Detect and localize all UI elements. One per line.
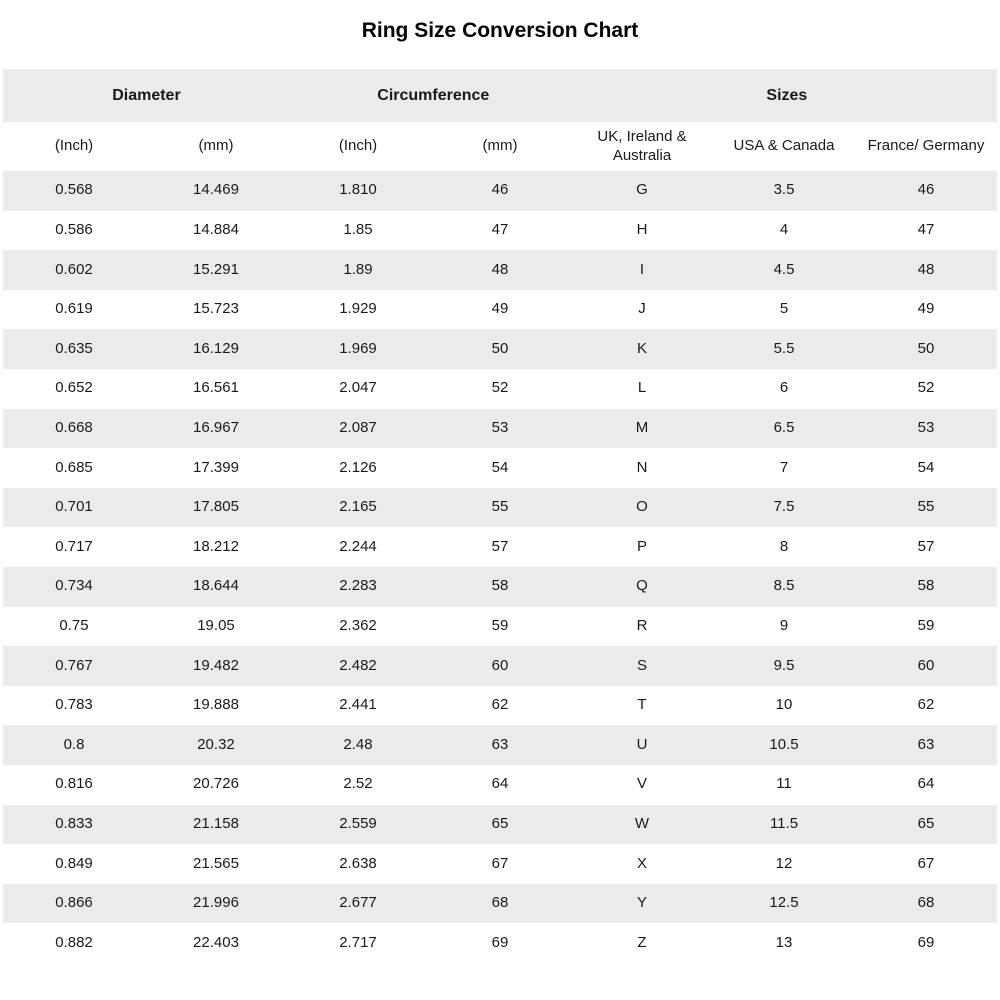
cell-diameter-inch: 0.866: [55, 894, 93, 912]
cell-size-uk-ireland-australia: K: [636, 339, 647, 357]
cell-size-uk-ireland-australia: M: [635, 418, 649, 436]
cell-size-uk-ireland-australia: R: [636, 616, 648, 634]
cell-circumference-mm: 67: [491, 854, 509, 872]
cell-diameter-mm: 18.644: [193, 577, 239, 595]
cell-size-uk-ireland-australia: X: [636, 854, 647, 872]
cell-diameter-inch: 0.635: [55, 339, 93, 357]
group-header-diameter: Diameter: [112, 86, 181, 104]
cell-circumference-mm: 54: [491, 458, 509, 476]
cell-size-france-germany: 63: [917, 735, 935, 753]
cell-size-usa-canada: 4: [779, 221, 789, 239]
cell-size-france-germany: 67: [917, 854, 935, 872]
cell-size-uk-ireland-australia: N: [636, 458, 648, 476]
cell-circumference-inch: 2.482: [339, 656, 377, 674]
cell-diameter-inch: 0.849: [55, 854, 93, 872]
table-row: [3, 686, 997, 726]
table-row: [3, 844, 997, 884]
cell-diameter-mm: 21.158: [193, 814, 239, 832]
cell-circumference-mm: 46: [491, 181, 509, 199]
cell-size-uk-ireland-australia: L: [637, 379, 647, 397]
cell-diameter-inch: 0.882: [55, 933, 93, 951]
cell-size-uk-ireland-australia: W: [634, 814, 650, 832]
cell-circumference-mm: 63: [491, 735, 509, 753]
column-header-size-france-germany: France/ Germany: [867, 137, 985, 155]
cell-circumference-inch: 2.087: [339, 418, 377, 436]
cell-size-france-germany: 68: [917, 894, 935, 912]
page-title: Ring Size Conversion Chart: [361, 19, 639, 42]
cell-diameter-mm: 21.996: [193, 894, 239, 912]
cell-size-france-germany: 58: [917, 577, 935, 595]
cell-diameter-inch: 0.685: [55, 458, 93, 476]
table-row: [3, 369, 997, 409]
cell-circumference-inch: 2.165: [339, 498, 377, 516]
cell-size-france-germany: 50: [917, 339, 935, 357]
cell-diameter-inch: 0.668: [55, 418, 93, 436]
table-row: [3, 250, 997, 290]
cell-diameter-inch: 0.783: [55, 696, 93, 714]
cell-size-usa-canada: 11: [776, 775, 792, 793]
table-row: [3, 725, 997, 765]
column-header-diameter-mm: (mm): [198, 137, 234, 155]
cell-size-france-germany: 52: [917, 379, 935, 397]
table-row: [3, 488, 997, 528]
cell-diameter-mm: 17.399: [193, 458, 239, 476]
table-row: [3, 211, 997, 251]
cell-circumference-inch: 2.047: [339, 379, 377, 397]
group-header-circumference: Circumference: [377, 86, 490, 104]
cell-diameter-inch: 0.767: [55, 656, 93, 674]
table-row: [3, 290, 997, 330]
cell-size-usa-canada: 3.5: [773, 181, 795, 199]
cell-diameter-inch: 0.734: [55, 577, 93, 595]
cell-circumference-inch: 2.48: [343, 735, 373, 753]
cell-diameter-mm: 15.723: [193, 300, 239, 318]
cell-size-usa-canada: 11.5: [769, 814, 799, 832]
column-header-diameter-inch: (Inch): [54, 137, 94, 155]
cell-diameter-inch: 0.833: [55, 814, 93, 832]
table-row: [3, 923, 997, 963]
column-header-size-usa-canada: USA & Canada: [733, 137, 835, 155]
cell-size-uk-ireland-australia: Q: [636, 577, 648, 595]
cell-diameter-inch: 0.602: [55, 260, 93, 278]
cell-circumference-inch: 2.283: [339, 577, 377, 595]
cell-size-uk-ireland-australia: H: [636, 221, 648, 239]
cell-circumference-mm: 69: [491, 933, 509, 951]
cell-circumference-mm: 62: [491, 696, 509, 714]
cell-diameter-mm: 20.32: [197, 735, 235, 753]
cell-circumference-mm: 47: [491, 221, 509, 239]
cell-circumference-mm: 64: [491, 775, 509, 793]
cell-circumference-inch: 2.677: [339, 894, 377, 912]
cell-diameter-mm: 20.726: [193, 775, 239, 793]
cell-size-france-germany: 49: [917, 300, 935, 318]
cell-size-france-germany: 69: [917, 933, 935, 951]
cell-size-france-germany: 65: [917, 814, 935, 832]
cell-size-usa-canada: 9: [779, 616, 789, 634]
cell-diameter-mm: 16.129: [193, 339, 239, 357]
cell-size-france-germany: 60: [917, 656, 935, 674]
table-column-header-row: [3, 122, 997, 171]
table-group-header-row: [3, 69, 997, 122]
table-row: [3, 171, 997, 211]
cell-diameter-inch: 0.75: [59, 616, 89, 634]
cell-diameter-mm: 14.884: [193, 221, 239, 239]
cell-size-uk-ireland-australia: J: [638, 300, 646, 318]
cell-size-france-germany: 46: [917, 181, 935, 199]
table-row: [3, 409, 997, 449]
cell-size-france-germany: 48: [917, 260, 935, 278]
cell-size-usa-canada: 9.5: [773, 656, 795, 674]
cell-circumference-mm: 53: [491, 418, 509, 436]
cell-size-usa-canada: 6: [779, 379, 789, 397]
cell-size-france-germany: 47: [917, 221, 935, 239]
cell-diameter-inch: 0.568: [55, 181, 93, 199]
cell-diameter-inch: 0.586: [55, 221, 93, 239]
cell-size-uk-ireland-australia: P: [636, 537, 647, 555]
table-row: [3, 567, 997, 607]
cell-size-usa-canada: 5: [779, 300, 789, 318]
cell-size-uk-ireland-australia: G: [636, 181, 648, 199]
cell-size-uk-ireland-australia: V: [636, 775, 647, 793]
cell-circumference-inch: 1.85: [343, 221, 373, 239]
cell-circumference-inch: 2.638: [339, 854, 377, 872]
table-row: [3, 527, 997, 567]
cell-circumference-inch: 2.441: [339, 696, 377, 714]
cell-size-uk-ireland-australia: O: [636, 498, 648, 516]
column-header-circumference-inch: (Inch): [338, 137, 378, 155]
cell-size-usa-canada: 6.5: [773, 418, 795, 436]
cell-size-usa-canada: 13: [775, 933, 793, 951]
table-body: [3, 171, 997, 963]
cell-size-france-germany: 57: [917, 537, 935, 555]
table-row: [3, 448, 997, 488]
cell-circumference-mm: 57: [491, 537, 509, 555]
cell-diameter-mm: 21.565: [193, 854, 239, 872]
cell-circumference-inch: 2.244: [339, 537, 377, 555]
cell-circumference-inch: 2.559: [339, 814, 377, 832]
cell-diameter-mm: 17.805: [193, 498, 239, 516]
cell-diameter-inch: 0.652: [55, 379, 93, 397]
cell-circumference-inch: 2.362: [339, 616, 377, 634]
table-row: [3, 884, 997, 924]
cell-size-usa-canada: 4.5: [773, 260, 795, 278]
cell-circumference-inch: 2.52: [343, 775, 373, 793]
column-header-circumference-mm: (mm): [482, 137, 518, 155]
cell-circumference-inch: 1.810: [339, 181, 377, 199]
cell-size-france-germany: 54: [917, 458, 935, 476]
cell-size-uk-ireland-australia: Z: [637, 933, 647, 951]
cell-size-usa-canada: 12.5: [769, 894, 799, 912]
cell-circumference-mm: 55: [491, 498, 509, 516]
cell-size-france-germany: 62: [917, 696, 935, 714]
cell-diameter-inch: 0.701: [55, 498, 93, 516]
group-header-sizes: Sizes: [766, 86, 808, 104]
cell-circumference-mm: 65: [491, 814, 509, 832]
cell-diameter-mm: 19.888: [193, 696, 239, 714]
cell-size-usa-canada: 10: [775, 696, 793, 714]
cell-size-usa-canada: 8: [779, 537, 789, 555]
cell-circumference-inch: 1.929: [339, 300, 377, 318]
cell-circumference-inch: 1.89: [343, 260, 373, 278]
column-header-size-uk-ireland-australia: UK, Ireland & Australia: [597, 127, 687, 164]
cell-size-usa-canada: 8.5: [773, 577, 795, 595]
cell-circumference-mm: 68: [491, 894, 509, 912]
cell-diameter-mm: 19.05: [197, 616, 235, 634]
cell-diameter-inch: 0.8: [63, 735, 85, 753]
table-row: [3, 765, 997, 805]
cell-diameter-mm: 18.212: [193, 537, 239, 555]
cell-diameter-mm: 22.403: [193, 933, 239, 951]
cell-circumference-mm: 48: [491, 260, 509, 278]
cell-circumference-inch: 2.717: [339, 933, 377, 951]
table-row: [3, 646, 997, 686]
table-row: [3, 607, 997, 647]
cell-circumference-mm: 50: [491, 339, 509, 357]
cell-size-usa-canada: 10.5: [769, 735, 799, 753]
cell-circumference-mm: 58: [491, 577, 509, 595]
cell-circumference-mm: 60: [491, 656, 509, 674]
ring-size-conversion-table: [3, 69, 997, 963]
cell-size-france-germany: 59: [917, 616, 935, 634]
cell-size-uk-ireland-australia: T: [637, 696, 647, 714]
cell-circumference-inch: 1.969: [339, 339, 377, 357]
cell-size-uk-ireland-australia: I: [639, 260, 645, 278]
cell-circumference-mm: 52: [491, 379, 509, 397]
cell-diameter-mm: 14.469: [193, 181, 239, 199]
cell-size-uk-ireland-australia: S: [636, 656, 647, 674]
cell-diameter-inch: 0.816: [55, 775, 93, 793]
table-row: [3, 329, 997, 369]
cell-size-uk-ireland-australia: Y: [636, 894, 647, 912]
cell-diameter-mm: 16.967: [193, 418, 239, 436]
cell-diameter-inch: 0.717: [55, 537, 93, 555]
cell-circumference-inch: 2.126: [339, 458, 377, 476]
cell-size-france-germany: 55: [917, 498, 935, 516]
cell-size-usa-canada: 12: [775, 854, 793, 872]
cell-diameter-mm: 19.482: [193, 656, 239, 674]
cell-size-france-germany: 64: [917, 775, 935, 793]
cell-size-usa-canada: 7: [779, 458, 789, 476]
table-row: [3, 805, 997, 845]
cell-size-usa-canada: 7.5: [773, 498, 795, 516]
cell-circumference-mm: 49: [491, 300, 509, 318]
cell-size-uk-ireland-australia: U: [636, 735, 648, 753]
cell-circumference-mm: 59: [491, 616, 509, 634]
cell-size-france-germany: 53: [917, 418, 935, 436]
cell-size-usa-canada: 5.5: [773, 339, 795, 357]
cell-diameter-mm: 16.561: [193, 379, 239, 397]
cell-diameter-inch: 0.619: [55, 300, 93, 318]
cell-diameter-mm: 15.291: [193, 260, 239, 278]
